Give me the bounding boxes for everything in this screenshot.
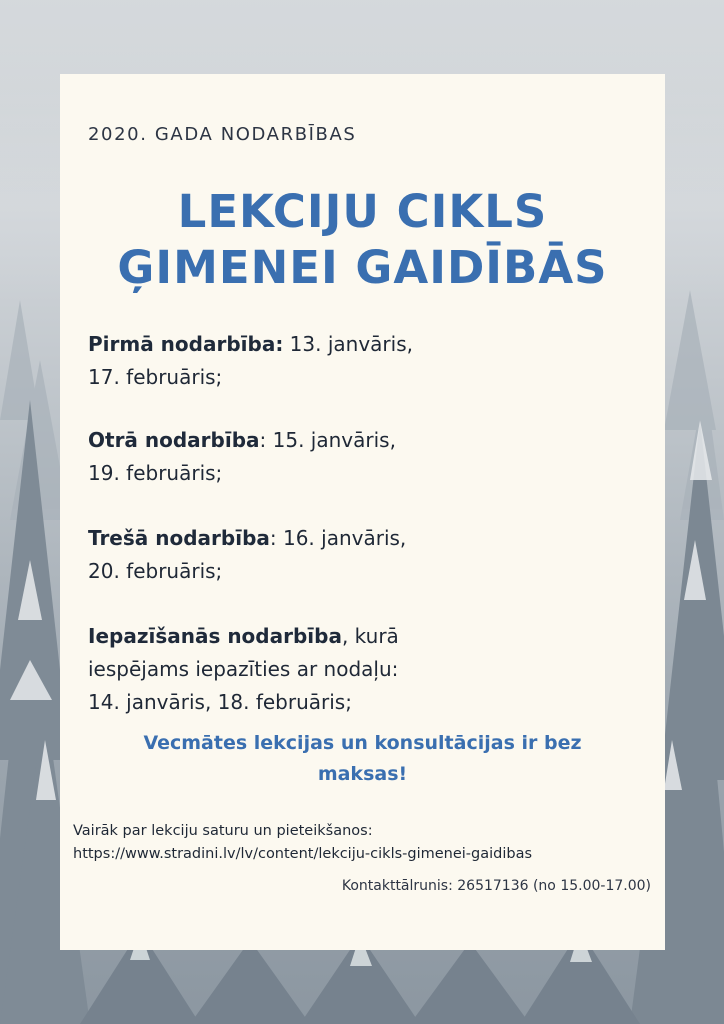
more-info-label: Vairāk par lekciju saturu un pieteikšanos: — [73, 823, 373, 839]
more-info-url[interactable]: https://www.stradini.lv/lv/content/lekciju-cikls-gimenei-gaidibas — [73, 846, 533, 862]
poster-title-line2: ĢIMENEI GAIDĪBĀS — [117, 241, 608, 294]
free-notice-line2: maksas! — [317, 763, 408, 785]
session-name: Pirmā nodarbība: — [88, 332, 284, 356]
session-dates: : 16. janvāris, — [269, 526, 407, 550]
poster-card — [60, 74, 665, 950]
session-description: iespējams iepazīties ar nodaļu: — [88, 657, 399, 681]
session-introduction — [88, 620, 648, 719]
session-name: Otrā nodarbība — [88, 428, 260, 452]
session-dates: 13. janvāris, — [283, 332, 413, 356]
poster-subtitle: 2020. GADA NODARBĪBAS — [88, 124, 357, 145]
session-first — [88, 328, 648, 394]
more-info — [73, 820, 658, 866]
poster-title-line1: LEKCIJU CIKLS — [177, 185, 548, 238]
session-name: Iepazīšanās nodarbība — [88, 624, 342, 648]
session-description: , kurā — [341, 624, 399, 648]
session-dates: 20. februāris; — [88, 559, 223, 583]
session-third — [88, 522, 648, 588]
contact-phone: Kontakttālrunis: 26517136 (no 15.00-17.00) — [341, 878, 651, 894]
session-dates: 14. janvāris, 18. februāris; — [88, 690, 352, 714]
session-name: Trešā nodarbība — [88, 526, 270, 550]
free-notice-line1: Vecmātes lekcijas un konsultācijas ir bez — [143, 732, 582, 754]
free-notice — [60, 728, 665, 790]
session-dates: 19. februāris; — [88, 461, 223, 485]
session-dates: : 15. janvāris, — [259, 428, 396, 452]
session-second — [88, 424, 648, 490]
session-dates: 17. februāris; — [88, 365, 223, 389]
